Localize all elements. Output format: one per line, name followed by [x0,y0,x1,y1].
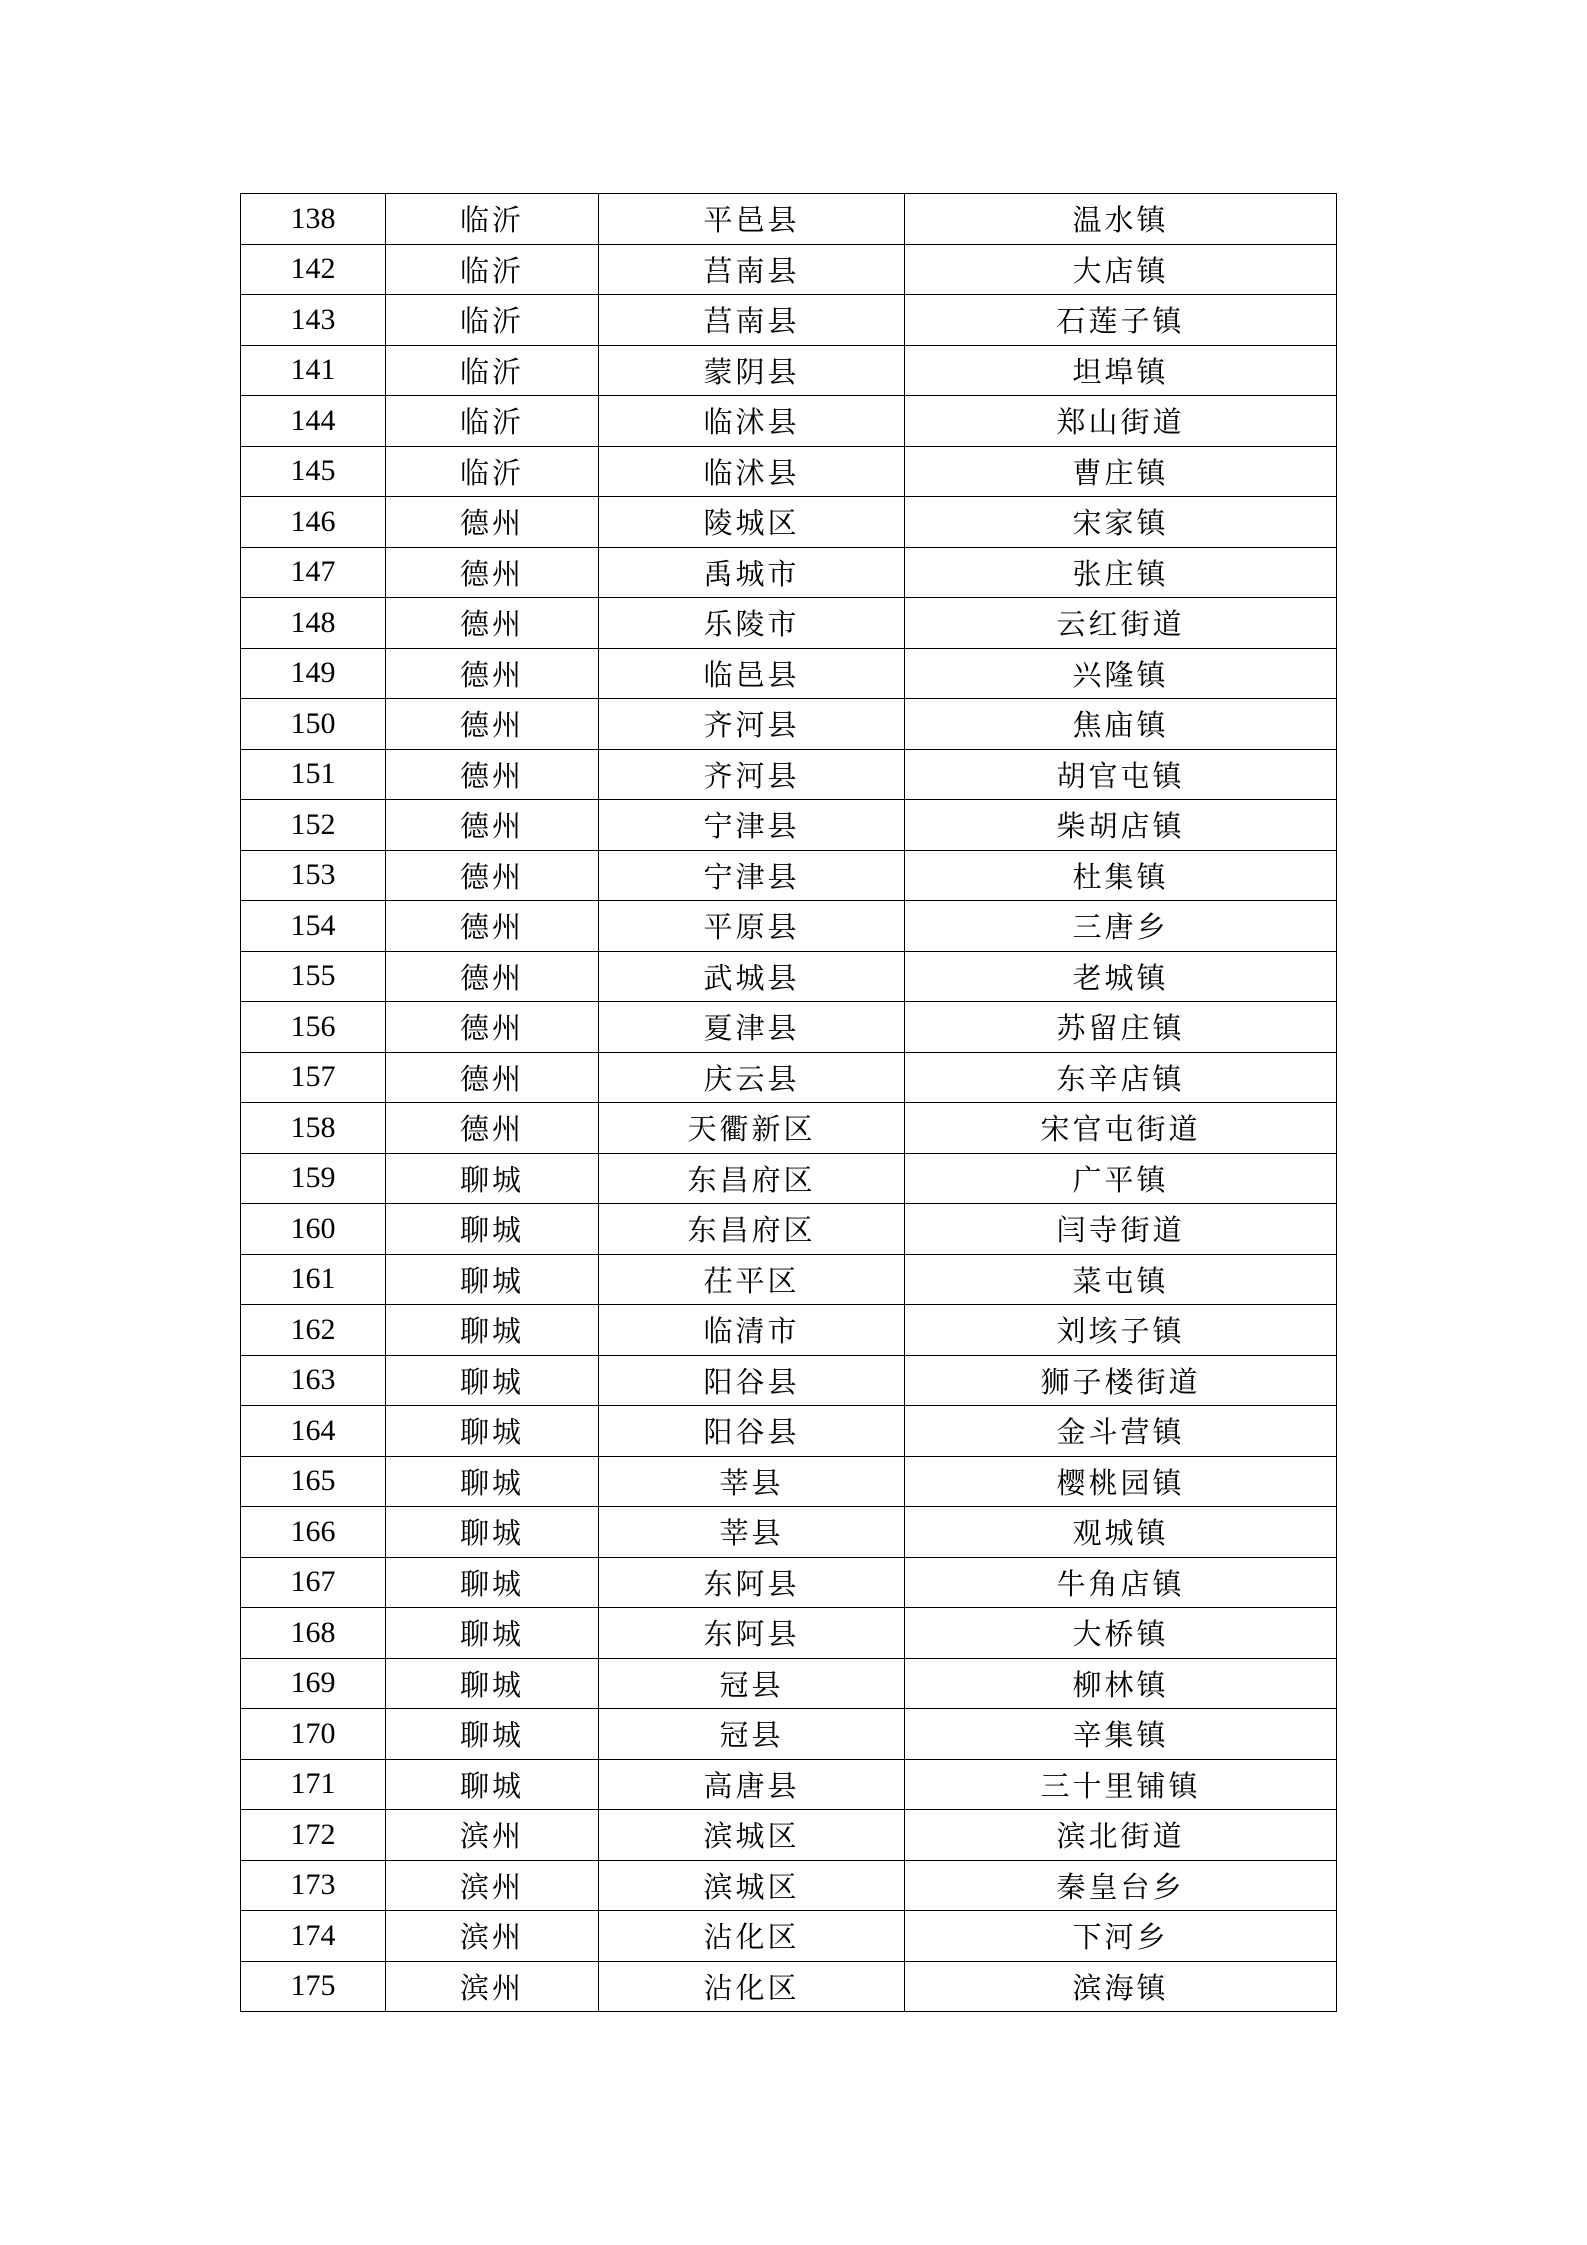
serial-number-cell: 160 [241,1204,386,1255]
serial-number-cell: 147 [241,547,386,598]
county-cell: 临清市 [599,1305,905,1356]
town-cell: 宋官屯街道 [905,1103,1337,1154]
city-cell: 德州 [386,901,599,952]
town-cell: 坦埠镇 [905,345,1337,396]
city-cell: 聊城 [386,1406,599,1457]
serial-number-cell: 145 [241,446,386,497]
table-row [241,1153,1337,1204]
county-cell: 陵城区 [599,497,905,548]
county-cell: 莒南县 [599,244,905,295]
town-cell: 石莲子镇 [905,295,1337,346]
city-cell: 聊城 [386,1608,599,1659]
town-cell: 樱桃园镇 [905,1456,1337,1507]
county-cell: 莒南县 [599,295,905,346]
table-row [241,749,1337,800]
town-cell: 大桥镇 [905,1608,1337,1659]
serial-number-cell: 167 [241,1557,386,1608]
city-cell: 德州 [386,547,599,598]
city-cell: 德州 [386,850,599,901]
table-row [241,1911,1337,1962]
table-row [241,396,1337,447]
city-cell: 滨州 [386,1961,599,2012]
table-row [241,951,1337,1002]
city-cell: 聊城 [386,1759,599,1810]
serial-number-cell: 161 [241,1254,386,1305]
county-cell: 高唐县 [599,1759,905,1810]
city-cell: 临沂 [386,446,599,497]
serial-number-cell: 158 [241,1103,386,1154]
town-cell: 牛角店镇 [905,1557,1337,1608]
town-cell: 云红街道 [905,598,1337,649]
city-cell: 德州 [386,1052,599,1103]
table-row [241,1557,1337,1608]
table-row [241,1608,1337,1659]
city-cell: 临沂 [386,295,599,346]
city-cell: 聊城 [386,1658,599,1709]
town-cell: 闫寺街道 [905,1204,1337,1255]
city-cell: 临沂 [386,194,599,245]
county-cell: 莘县 [599,1507,905,1558]
county-cell: 冠县 [599,1709,905,1760]
town-cell: 杜集镇 [905,850,1337,901]
table-row [241,244,1337,295]
city-cell: 德州 [386,749,599,800]
city-cell: 临沂 [386,396,599,447]
county-cell: 蒙阴县 [599,345,905,396]
table-row [241,1961,1337,2012]
table-row [241,194,1337,245]
serial-number-cell: 148 [241,598,386,649]
table-row [241,497,1337,548]
city-cell: 滨州 [386,1911,599,1962]
table-row [241,800,1337,851]
town-cell: 三十里铺镇 [905,1759,1337,1810]
county-cell: 齐河县 [599,699,905,750]
county-cell: 临沭县 [599,446,905,497]
city-cell: 德州 [386,598,599,649]
town-cell: 狮子楼街道 [905,1355,1337,1406]
city-cell: 聊城 [386,1456,599,1507]
county-cell: 庆云县 [599,1052,905,1103]
city-cell: 聊城 [386,1305,599,1356]
table-row [241,547,1337,598]
table-row [241,1658,1337,1709]
serial-number-cell: 174 [241,1911,386,1962]
table-row [241,446,1337,497]
county-cell: 东阿县 [599,1608,905,1659]
serial-number-cell: 163 [241,1355,386,1406]
table-row [241,1810,1337,1861]
city-cell: 聊城 [386,1557,599,1608]
county-cell: 天衢新区 [599,1103,905,1154]
table-row [241,1456,1337,1507]
table-row [241,295,1337,346]
county-cell: 平邑县 [599,194,905,245]
county-cell: 齐河县 [599,749,905,800]
county-cell: 冠县 [599,1658,905,1709]
serial-number-cell: 166 [241,1507,386,1558]
serial-number-cell: 150 [241,699,386,750]
table-row [241,345,1337,396]
serial-number-cell: 175 [241,1961,386,2012]
town-cell: 张庄镇 [905,547,1337,598]
table-row [241,1860,1337,1911]
city-cell: 德州 [386,1002,599,1053]
serial-number-cell: 165 [241,1456,386,1507]
county-cell: 莘县 [599,1456,905,1507]
town-cell: 兴隆镇 [905,648,1337,699]
town-cell: 滨北街道 [905,1810,1337,1861]
table-row [241,699,1337,750]
county-cell: 平原县 [599,901,905,952]
city-cell: 德州 [386,1103,599,1154]
town-cell: 金斗营镇 [905,1406,1337,1457]
town-cell: 观城镇 [905,1507,1337,1558]
serial-number-cell: 159 [241,1153,386,1204]
town-cell: 郑山街道 [905,396,1337,447]
serial-number-cell: 155 [241,951,386,1002]
city-cell: 聊城 [386,1709,599,1760]
table-row [241,598,1337,649]
city-cell: 德州 [386,497,599,548]
town-cell: 东辛店镇 [905,1052,1337,1103]
serial-number-cell: 157 [241,1052,386,1103]
town-cell: 曹庄镇 [905,446,1337,497]
town-cell: 广平镇 [905,1153,1337,1204]
table-row [241,850,1337,901]
table-row [241,1759,1337,1810]
county-cell: 东阿县 [599,1557,905,1608]
serial-number-cell: 153 [241,850,386,901]
county-cell: 宁津县 [599,800,905,851]
table-body [241,194,1337,2012]
city-cell: 聊城 [386,1153,599,1204]
county-cell: 临沭县 [599,396,905,447]
table-row [241,1507,1337,1558]
county-cell: 沾化区 [599,1911,905,1962]
county-cell: 武城县 [599,951,905,1002]
county-cell: 东昌府区 [599,1204,905,1255]
table-row [241,648,1337,699]
table-row [241,1355,1337,1406]
table-row [241,1709,1337,1760]
city-cell: 德州 [386,800,599,851]
serial-number-cell: 156 [241,1002,386,1053]
serial-number-cell: 168 [241,1608,386,1659]
town-cell: 老城镇 [905,951,1337,1002]
serial-number-cell: 149 [241,648,386,699]
table-row [241,1103,1337,1154]
town-list-table [240,193,1337,2012]
town-cell: 辛集镇 [905,1709,1337,1760]
county-cell: 宁津县 [599,850,905,901]
serial-number-cell: 146 [241,497,386,548]
city-cell: 聊城 [386,1254,599,1305]
town-cell: 下河乡 [905,1911,1337,1962]
city-cell: 德州 [386,699,599,750]
town-cell: 滨海镇 [905,1961,1337,2012]
town-cell: 柴胡店镇 [905,800,1337,851]
city-cell: 聊城 [386,1355,599,1406]
serial-number-cell: 169 [241,1658,386,1709]
town-cell: 焦庙镇 [905,699,1337,750]
table-row [241,1406,1337,1457]
city-cell: 临沂 [386,244,599,295]
serial-number-cell: 164 [241,1406,386,1457]
serial-number-cell: 138 [241,194,386,245]
serial-number-cell: 152 [241,800,386,851]
table-row [241,901,1337,952]
city-cell: 滨州 [386,1860,599,1911]
serial-number-cell: 170 [241,1709,386,1760]
county-cell: 乐陵市 [599,598,905,649]
county-cell: 临邑县 [599,648,905,699]
city-cell: 德州 [386,951,599,1002]
county-cell: 夏津县 [599,1002,905,1053]
town-cell: 苏留庄镇 [905,1002,1337,1053]
serial-number-cell: 151 [241,749,386,800]
city-cell: 德州 [386,648,599,699]
town-cell: 宋家镇 [905,497,1337,548]
town-cell: 大店镇 [905,244,1337,295]
town-cell: 柳林镇 [905,1658,1337,1709]
table-row [241,1002,1337,1053]
town-cell: 刘垓子镇 [905,1305,1337,1356]
serial-number-cell: 154 [241,901,386,952]
table-row [241,1254,1337,1305]
serial-number-cell: 144 [241,396,386,447]
town-cell: 秦皇台乡 [905,1860,1337,1911]
serial-number-cell: 162 [241,1305,386,1356]
serial-number-cell: 141 [241,345,386,396]
table-row [241,1305,1337,1356]
county-cell: 茌平区 [599,1254,905,1305]
city-cell: 滨州 [386,1810,599,1861]
serial-number-cell: 142 [241,244,386,295]
serial-number-cell: 143 [241,295,386,346]
county-cell: 东昌府区 [599,1153,905,1204]
county-cell: 阳谷县 [599,1355,905,1406]
table-row [241,1052,1337,1103]
town-cell: 温水镇 [905,194,1337,245]
county-cell: 阳谷县 [599,1406,905,1457]
town-cell: 三唐乡 [905,901,1337,952]
town-cell: 胡官屯镇 [905,749,1337,800]
city-cell: 聊城 [386,1204,599,1255]
county-cell: 沾化区 [599,1961,905,2012]
county-cell: 滨城区 [599,1810,905,1861]
serial-number-cell: 173 [241,1860,386,1911]
table-row [241,1204,1337,1255]
county-cell: 滨城区 [599,1860,905,1911]
town-cell: 菜屯镇 [905,1254,1337,1305]
city-cell: 临沂 [386,345,599,396]
serial-number-cell: 172 [241,1810,386,1861]
county-cell: 禹城市 [599,547,905,598]
serial-number-cell: 171 [241,1759,386,1810]
city-cell: 聊城 [386,1507,599,1558]
